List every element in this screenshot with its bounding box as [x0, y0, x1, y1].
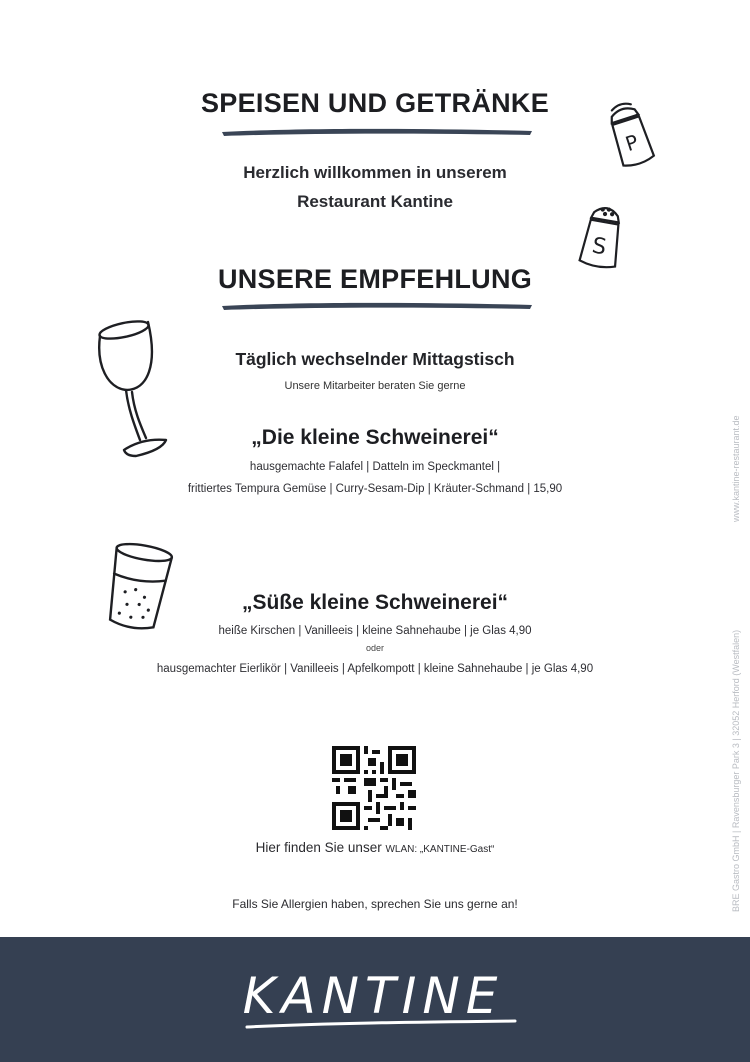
dish1-line-2: frittiertes Tempura Gemüse | Curry-Sesam-Dip | Kräuter-Schmand | 15,90 — [187, 483, 563, 495]
address-text: BRE Gastro GmbH | Ravensburger Park 3 | 32052 Herford (Westfalen) — [731, 629, 741, 912]
title-underline — [218, 124, 536, 138]
allergy-note: Falls Sie Allergien haben, sprechen Sie uns gerne an! — [232, 897, 518, 911]
dish1-title: „Die kleine Schweinerei“ — [251, 426, 499, 449]
wlan-note — [0, 840, 750, 855]
wlan-name: WLAN: „KANTINE-Gast“ — [385, 844, 495, 855]
kantine-logo — [225, 963, 525, 1043]
pepper-shaker-icon — [598, 96, 662, 172]
dish2-title: „Süße kleine Schweinerei“ — [241, 591, 509, 614]
footer-bar — [0, 937, 750, 1062]
dish2-line-1: heiße Kirschen | Vanilleeis | kleine Sahnehaube | je Glas 4,90 — [218, 625, 532, 637]
recommendation-underline — [218, 298, 536, 312]
salt-letter: S — [590, 233, 609, 261]
wine-glass-icon — [92, 316, 178, 458]
salt-shaker-icon — [574, 200, 632, 274]
wlan-text: Hier finden Sie unser — [255, 840, 386, 855]
water-glass-icon — [100, 540, 176, 636]
dish1-description — [0, 456, 750, 500]
dish1-line-1: hausgemachte Falafel | Datteln im Speckmantel | — [249, 461, 501, 473]
dish2-line-2: hausgemachter Eierlikör | Vanilleeis | Apfelkompott | kleine Sahnehaube | je Glas 4,90 — [156, 663, 594, 675]
daily-subtitle: Unsere Mitarbeiter beraten Sie gerne — [284, 380, 466, 392]
dish2-or: oder — [365, 643, 384, 653]
page-title: SPEISEN UND GETRÄNKE — [200, 88, 550, 118]
website-text[interactable]: www.kantine-restaurant.de — [731, 415, 741, 522]
logo-text: KANTINE — [242, 967, 504, 1025]
welcome-line-1: Herzlich willkommen in unserem — [243, 163, 507, 182]
recommendation-title: UNSERE EMPFEHLUNG — [217, 264, 533, 294]
qr-code-icon[interactable] — [332, 746, 416, 830]
welcome-line-2: Restaurant Kantine — [297, 192, 453, 211]
pepper-letter: P — [622, 129, 642, 157]
daily-title: Täglich wechselnder Mittagstisch — [235, 349, 515, 369]
